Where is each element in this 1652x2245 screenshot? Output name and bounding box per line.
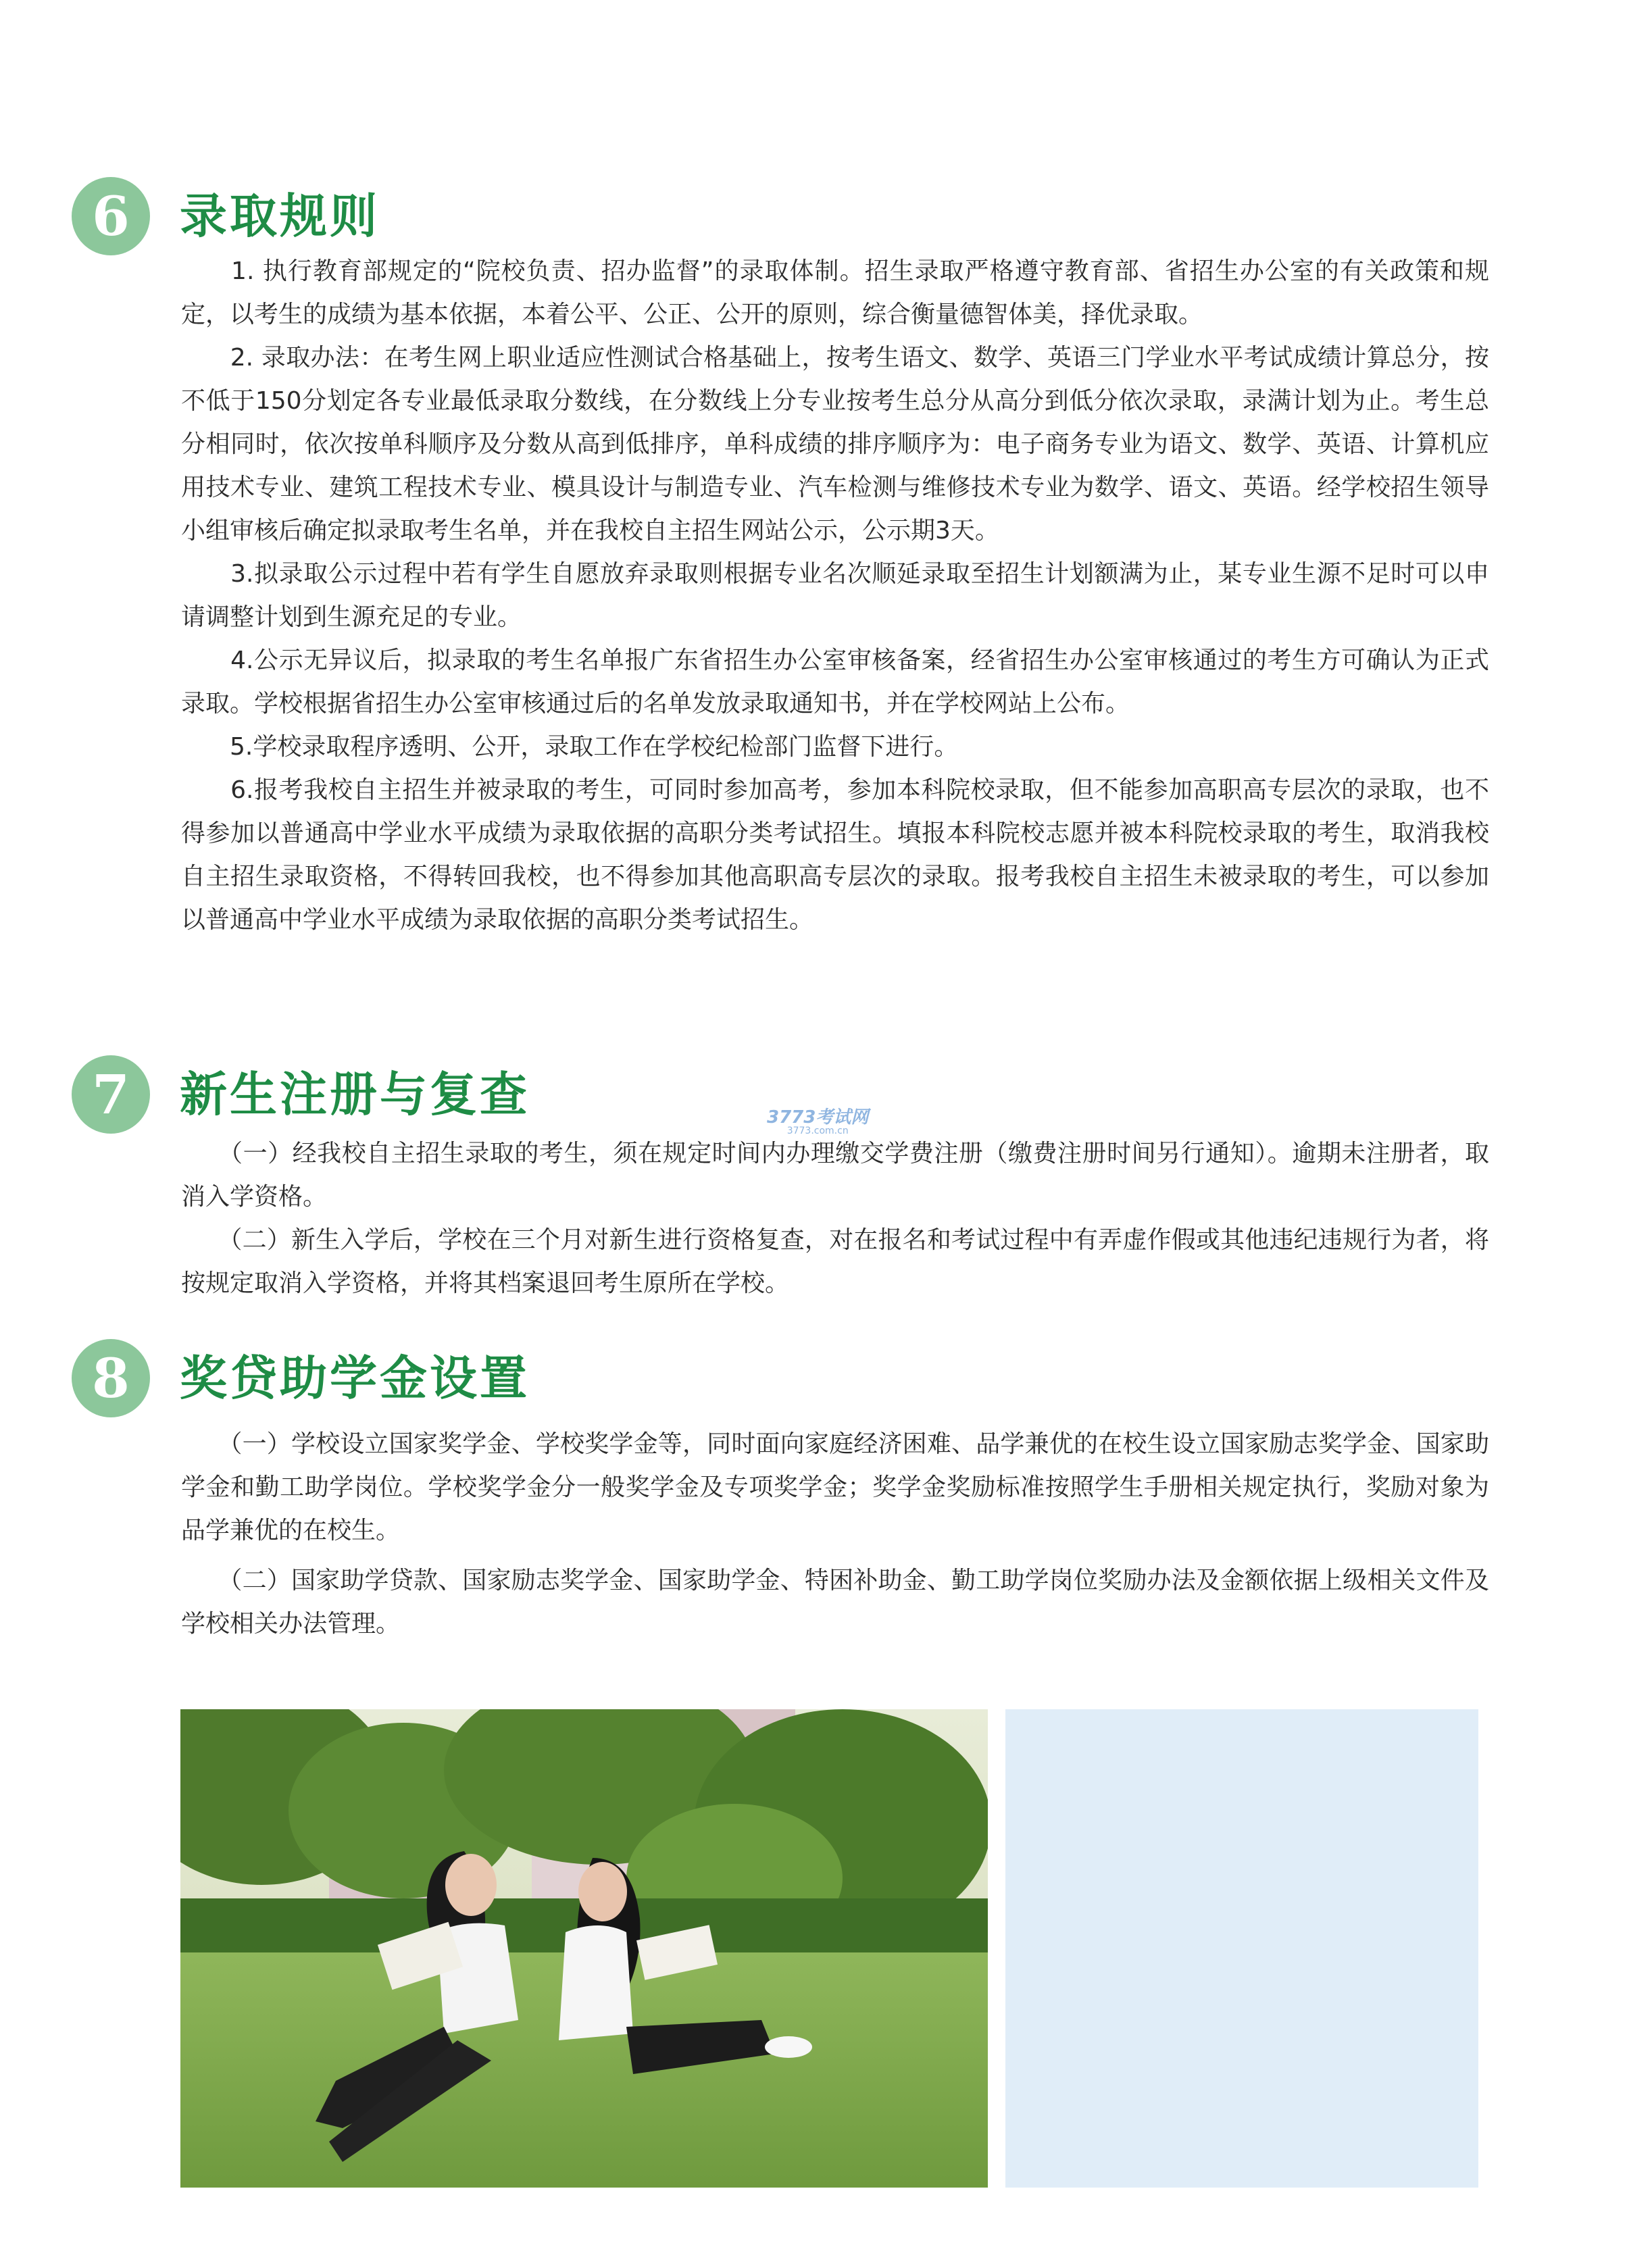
watermark [767,1103,868,1136]
watermark-sub: 3773.com.cn [786,1126,849,1136]
paragraph: 2. 录取办法：在考生网上职业适应性测试合格基础上，按考生语文、数学、英语三门学业水平考试成绩计算总分，按不低于150分划定各专业最低录取分数线，在分数线上分专业按考生总分从高分到低分依次录取，录满计划为止。考生总分相同时，依次按单科顺序及分数从高到低排序，单科成绩的排序顺序为：电子商务专业为语文、数学、英语、计算机应用技术专业、建筑工程技术专业、模具设计与制造专业、汽车检测与维修技术专业为数学、语文、英语。经学校招生领导小组审核后确定拟录取考生名单，并在我校自主招生网站公示，公示期3天。 [181,344,1489,545]
section-body [181,250,1489,942]
section-body [181,1132,1489,1305]
section-number-badge: 7 [72,1055,150,1134]
campus-photo [180,1709,988,2188]
paragraph: （二）国家助学贷款、国家励志奖学金、国家助学金、特困补助金、勤工助学岗位奖励办法及金额依据上级相关文件及学校相关办法管理。 [181,1567,1489,1638]
color-panel [1005,1709,1478,2188]
section-body [181,1423,1489,1646]
paragraph: 5.学校录取程序透明、公开，录取工作在学校纪检部门监督下进行。 [181,733,959,761]
paragraph: （二）新生入学后，学校在三个月对新生进行资格复查，对在报名和考试过程中有弄虚作假或其他违纪违规行为者，将按规定取消入学资格，并将其档案退回考生原所在学校。 [181,1226,1489,1297]
paragraph: 3.拟录取公示过程中若有学生自愿放弃录取则根据专业名次顺延录取至招生计划额满为止，某专业生源不足时可以申请调整计划到生源充足的专业。 [181,560,1489,631]
paragraph: 6.报考我校自主招生并被录取的考生，可同时参加高考，参加本科院校录取，但不能参加高职高专层次的录取，也不得参加以普通高中学业水平成绩为录取依据的高职分类考试招生。填报本科院校志愿并被本科院校录取的考生，取消我校自主招生录取资格，不得转回我校，也不得参加其他高职高专层次的录取。报考我校自主招生未被录取的考生，可以参加以普通高中学业水平成绩为录取依据的高职分类考试招生。 [181,776,1489,934]
watermark-main: 3773考试网 [767,1107,869,1128]
campus-photo-illustration [180,1709,988,2188]
paragraph: 4.公示无异议后，拟录取的考生名单报广东省招生办公室审核备案，经省招生办公室审核通过的考生方可确认为正式录取。学校根据省招生办公室审核通过后的名单发放录取通知书，并在学校网站上公布。 [181,647,1489,717]
section-title: 录取规则 [180,188,380,244]
paragraph: （一）经我校自主招生录取的考生，须在规定时间内办理缴交学费注册（缴费注册时间另行通知）。逾期未注册者，取消入学资格。 [181,1140,1489,1211]
section-title: 新生注册与复查 [180,1066,530,1122]
section-number-badge: 6 [72,177,150,255]
section-title: 奖贷助学金设置 [180,1350,530,1406]
section-number-badge: 8 [72,1339,150,1417]
paragraph: （一）学校设立国家奖学金、学校奖学金等，同时面向家庭经济困难、品学兼优的在校生设立国家励志奖学金、国家助学金和勤工助学岗位。学校奖学金分一般奖学金及专项奖学金；奖学金奖励标准按照学生手册相关规定执行，奖励对象为品学兼优的在校生。 [181,1430,1489,1544]
paragraph: 1. 执行教育部规定的“院校负责、招办监督”的录取体制。招生录取严格遵守教育部、省招生办公室的有关政策和规定，以考生的成绩为基本依据，本着公平、公正、公开的原则，综合衡量德智体美，择优录取。 [181,257,1489,328]
